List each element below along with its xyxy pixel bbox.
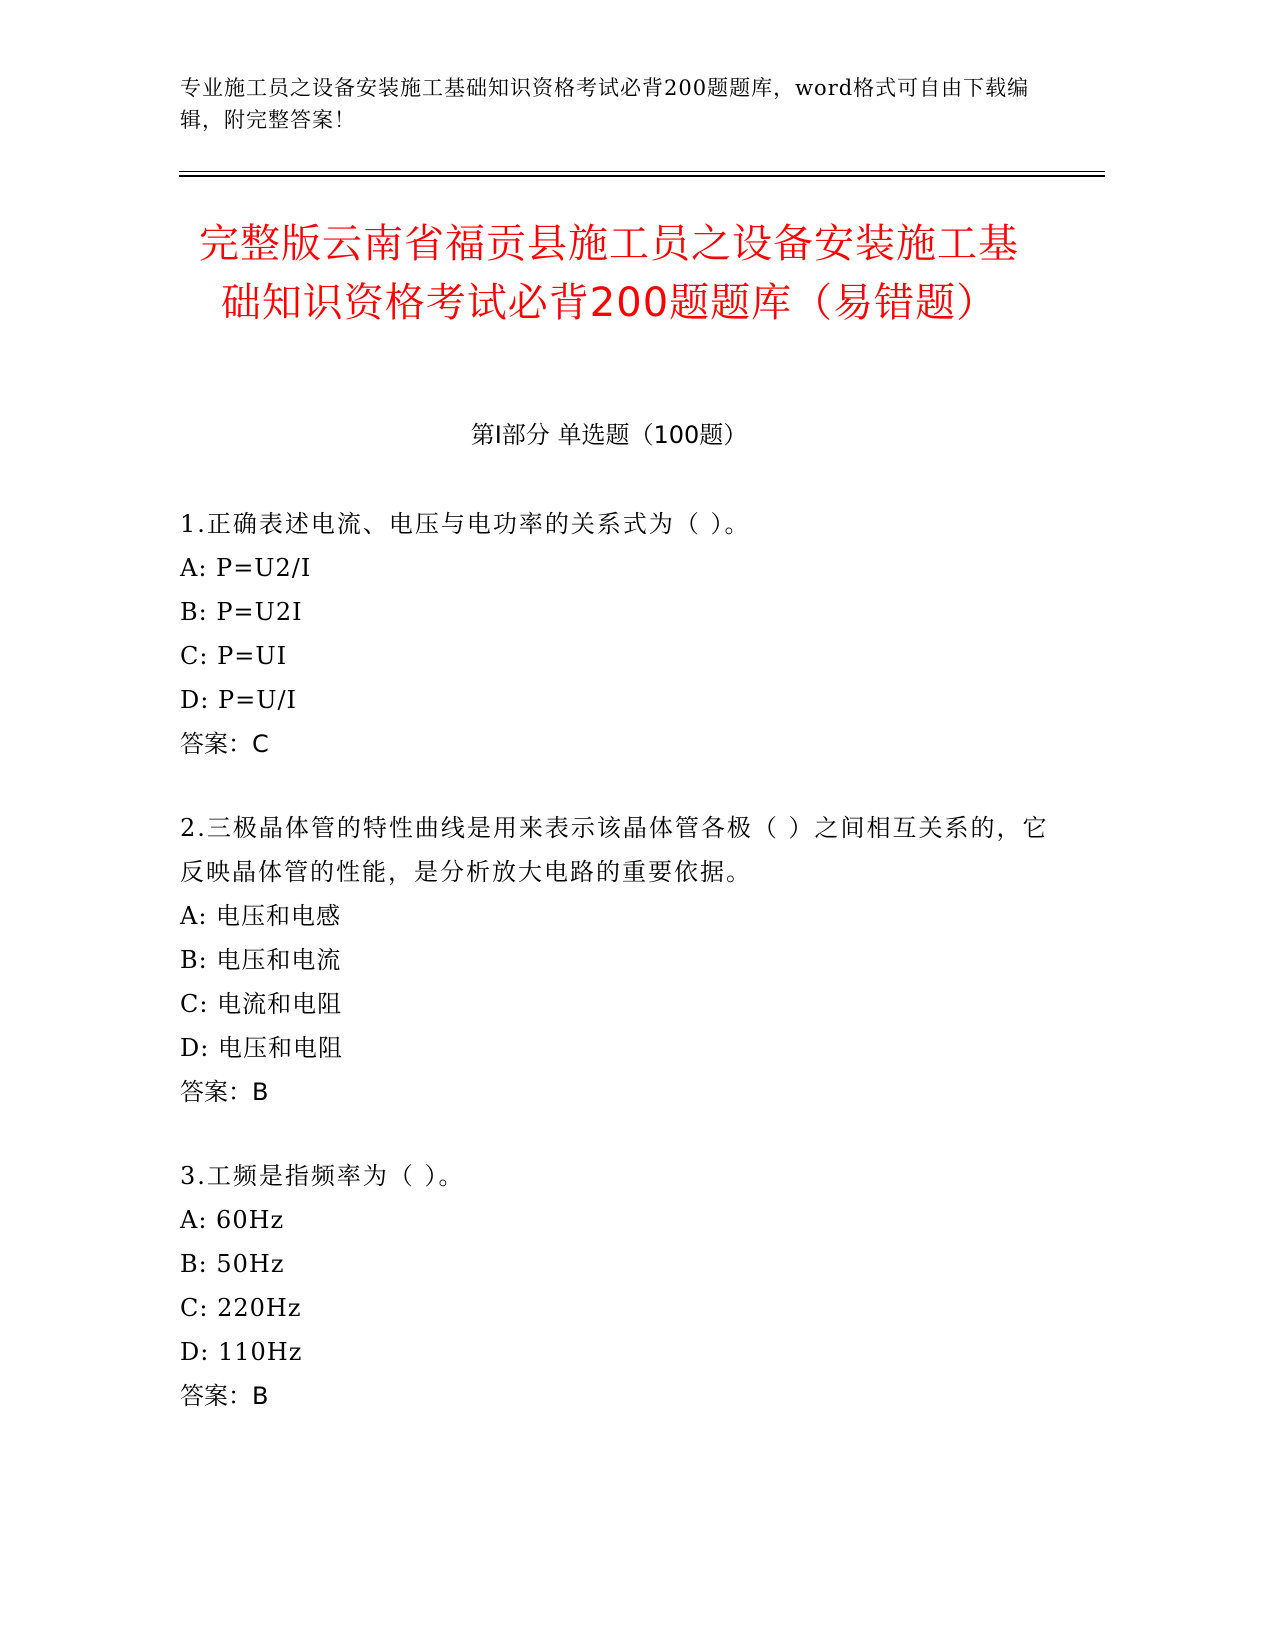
option-d: D: P=U/I (180, 686, 298, 714)
option-a: A: 60Hz (180, 1206, 285, 1234)
question-1 (180, 502, 1050, 766)
question-list (180, 502, 1050, 1458)
answer: 答案：B (180, 1382, 269, 1410)
section-title: 第Ⅰ部分 单选题（100题） (470, 421, 748, 449)
header-note: 专业施工员之设备安装施工基础知识资格考试必背200题题库，word格式可自由下载编辑，附完整答案！ (180, 76, 1030, 132)
header-divider-thin (179, 171, 1105, 172)
question-stem: 1.正确表述电流、电压与电功率的关系式为（ ）。 (180, 510, 751, 538)
option-c: C: P=UI (180, 642, 288, 670)
option-a: A: P=U2/I (180, 554, 312, 582)
answer: 答案：B (180, 1078, 269, 1106)
header-divider-thick (179, 175, 1105, 177)
option-b: B: P=U2I (180, 598, 303, 626)
question-3 (180, 1154, 1050, 1418)
option-d: D: 电压和电阻 (180, 1034, 343, 1062)
question-stem: 2.三极晶体管的特性曲线是用来表示该晶体管各极（ ）之间相互关系的，它反映晶体管的性能，是分析放大电路的重要依据。 (180, 814, 1049, 886)
option-b: B: 电压和电流 (180, 946, 342, 974)
answer: 答案：C (180, 730, 269, 758)
option-c: C: 220Hz (180, 1294, 302, 1322)
option-d: D: 110Hz (180, 1338, 303, 1366)
option-a: A: 电压和电感 (180, 902, 342, 930)
question-2 (180, 806, 1050, 1114)
document-title: 完整版云南省福贡县施工员之设备安装施工基础知识资格考试必背200题题库（易错题） (199, 221, 1019, 326)
option-c: C: 电流和电阻 (180, 990, 343, 1018)
option-b: B: 50Hz (180, 1250, 285, 1278)
question-stem: 3.工频是指频率为（ ）。 (180, 1162, 465, 1190)
